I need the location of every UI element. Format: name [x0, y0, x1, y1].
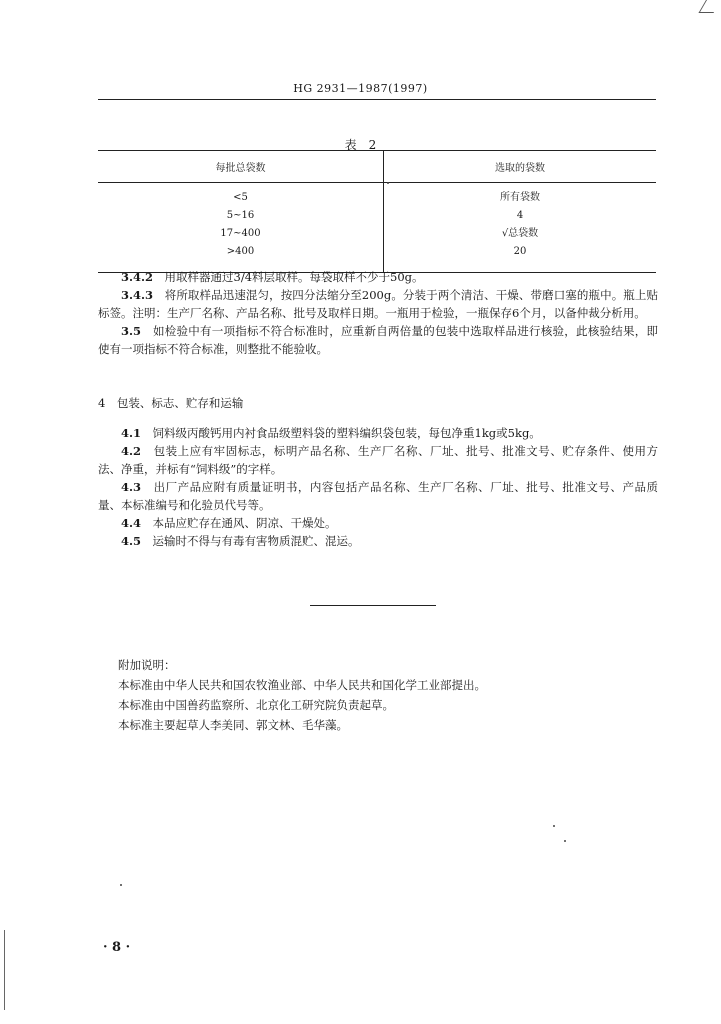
scan-margin-mark [4, 930, 5, 1010]
section-text: 饲料级丙酸钙用内衬食品级塑料袋的塑料编织袋包装，每包净重1kg或5kg。 [152, 426, 541, 440]
section-number: 4.3 [121, 480, 142, 494]
section-text: 如检验中有一项指标不符合标准时，应重新自两倍量的包装中选取样品进行核验，此核验结果，即使有一项指标不符合标准，则整批不能验收。 [98, 324, 658, 356]
table-cell: 所有袋数 [500, 192, 540, 203]
section-text: 运输时不得与有毒有害物质混贮、混运。 [152, 534, 360, 548]
table-header-row [98, 151, 656, 183]
section-paragraph [98, 532, 658, 550]
table-row [98, 183, 656, 273]
section-text: 出厂产品应附有质量证明书，内容包括产品名称、生产厂名称、厂址、批号、批准文号、产品质量、本标准编号和化验员代号等。 [98, 480, 658, 512]
section-paragraph [98, 442, 658, 478]
section-paragraph [98, 478, 658, 514]
section-heading: 4 包装、标志、贮存和运输 [98, 396, 244, 410]
scan-speck [120, 884, 122, 886]
page-number: · 8 · [103, 940, 131, 955]
section-number: 4.5 [121, 534, 142, 548]
section-paragraph [98, 268, 658, 286]
section-number: 4.2 [121, 444, 142, 458]
table-cell-selected-bags [384, 183, 657, 273]
section-text: 将所取样品迅速混匀，按四分法缩分至200g。分装于两个清洁、干燥、带磨口塞的瓶中。瓶上贴标签。注明：生产厂名称、产品名称、批号及取样日期。一瓶用于检验，一瓶保存6个月，以备仲裁分析用。 [98, 288, 658, 320]
table-title: 表 2 [344, 138, 377, 152]
table-header-cell: 每批总袋数 [98, 151, 384, 183]
notes-line: 本标准主要起草人李美同、郭文林、毛华藻。 [118, 718, 348, 732]
section-paragraph [98, 514, 658, 532]
table-header-cell: 选取的袋数 [384, 151, 657, 183]
section-number: 4.1 [121, 426, 142, 440]
notes-line: 本标准由中华人民共和国农牧渔业部、中华人民共和国化学工业部提出。 [118, 678, 486, 692]
sampling-table [98, 150, 656, 273]
section-paragraph [98, 322, 658, 358]
section-text: 本品应贮存在通风、阴凉、干燥处。 [152, 516, 337, 530]
table-cell: 20 [513, 246, 527, 257]
table-cell: √总袋数 [501, 228, 539, 239]
end-divider [310, 605, 436, 606]
table-cell: >400 [226, 246, 255, 257]
section-text: 包装上应有牢固标志，标明产品名称、生产厂名称、厂址、批号、批准文号、贮存条件、使用方法、净重，并标有“饲料级”的字样。 [98, 444, 658, 476]
notes-title: 附加说明： [118, 658, 176, 672]
table-cell: <5 [233, 192, 248, 203]
section-number: 3.4.2 [121, 270, 154, 284]
section-text: 用取样器通过3/4料层取样。每袋取样不少于50g。 [164, 270, 424, 284]
sampling-section [98, 268, 658, 358]
scan-speck [553, 825, 555, 827]
section-number: 4.4 [121, 516, 142, 530]
scan-edge-artifact [698, 0, 721, 13]
section-number: 3.4.3 [121, 288, 154, 302]
notes-line: 本标准由中国兽药监察所、北京化工研究院负责起草。 [118, 698, 394, 712]
section-number: 3.5 [121, 324, 142, 338]
table-cell: 4 [516, 210, 524, 221]
section-paragraph [98, 286, 658, 322]
scan-speck [387, 182, 389, 184]
section-4 [98, 394, 658, 550]
standard-code-header: HG 2931—1987(1997) [293, 82, 428, 95]
table-cell-total-bags [98, 183, 384, 273]
table-cell: 5~16 [226, 210, 255, 221]
section-paragraph [98, 424, 658, 442]
additional-notes [118, 655, 486, 735]
scan-speck [564, 840, 566, 842]
header-rule [98, 99, 656, 100]
table-cell: 17~400 [220, 228, 261, 239]
